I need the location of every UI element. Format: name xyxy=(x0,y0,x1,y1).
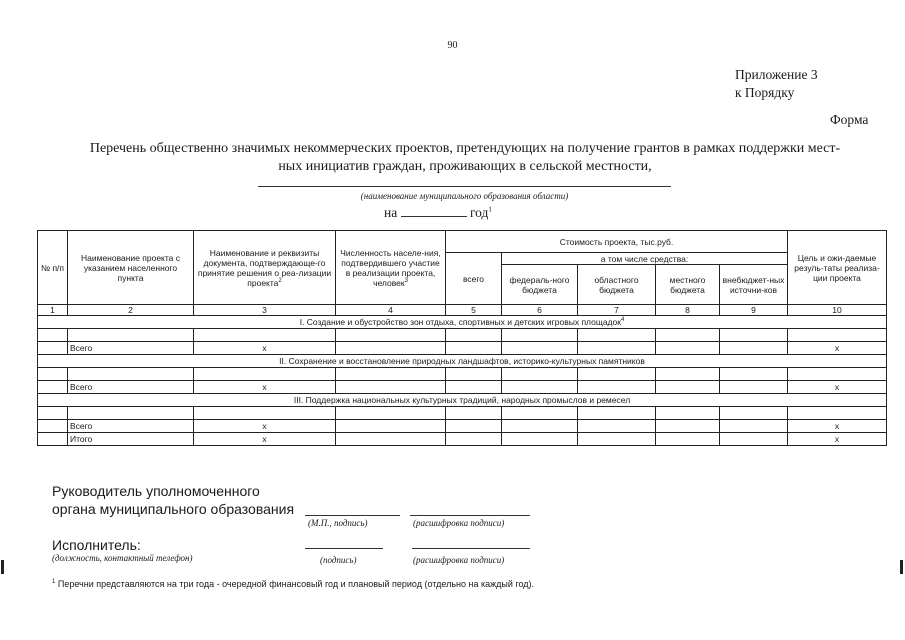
head-line-1: Руководитель уполномоченного xyxy=(52,483,260,499)
head-signature-label xyxy=(52,482,294,518)
table-row xyxy=(38,329,887,342)
title-line-1: Перечень общественно значимых некоммерческих проектов, претендующих на получение грантов в рамках поддержки мест- xyxy=(89,141,841,156)
document-title xyxy=(55,140,875,176)
table-row xyxy=(38,368,887,381)
header-documents xyxy=(194,231,336,305)
municipality-name-line xyxy=(258,186,671,187)
header-project-name: Наименование проекта с указанием населенного пункта xyxy=(68,231,194,305)
subtotal-label: Всего xyxy=(68,420,194,433)
section-heading xyxy=(38,316,887,329)
col-number: 8 xyxy=(656,305,720,316)
col-number: 4 xyxy=(336,305,446,316)
year-line xyxy=(384,204,544,221)
header-cost: Стоимость проекта, тыс.руб. xyxy=(446,231,788,253)
executor-sign-line xyxy=(305,548,383,549)
col-number: 2 xyxy=(68,305,194,316)
subtotal-label: Всего xyxy=(68,381,194,394)
x-mark: х xyxy=(788,433,887,446)
section-1-text: I. Создание и обустройство зон отдыха, спортивных и детских игровых площадок xyxy=(299,317,621,327)
header-population-fn: 3 xyxy=(404,277,408,284)
col-number: 3 xyxy=(194,305,336,316)
header-population-text: Численность населе-ния, подтвердившего участие в реализации проекта, человек xyxy=(340,247,441,288)
decode-caption: (расшифровка подписи) xyxy=(413,518,505,528)
municipality-caption: (наименование муниципального образования области) xyxy=(360,191,569,201)
appendix-line-2: к Порядку xyxy=(735,85,795,100)
section-heading: II. Сохранение и восстановление природных ландшафтов, историко-культурных памятников xyxy=(38,355,887,368)
grand-total-row xyxy=(38,433,887,446)
subtotal-row xyxy=(38,381,887,394)
col-number: 10 xyxy=(788,305,887,316)
header-documents-fn: 2 xyxy=(278,277,282,284)
col-number: 5 xyxy=(446,305,502,316)
year-prefix: на xyxy=(384,205,398,220)
section-1-fn: 4 xyxy=(620,317,625,324)
col-number: 1 xyxy=(38,305,68,316)
year-footnote-mark: 1 xyxy=(488,205,492,214)
header-total: всего xyxy=(446,253,502,305)
header-goal: Цель и ожи-даемые резуль-таты реализа-ции проекта xyxy=(788,231,887,305)
head-line-2: органа муниципального образования xyxy=(52,501,295,517)
subtotal-row xyxy=(38,420,887,433)
scan-edge-mark-left xyxy=(1,560,4,574)
header-documents-text: Наименование и реквизиты документа, подтверждающе-го принятие решения о реа-лизации проекта xyxy=(197,247,332,288)
col-number: 9 xyxy=(720,305,788,316)
title-line-2: ных инициатив граждан, проживающих в сельской местности, xyxy=(278,159,652,174)
col-number: 6 xyxy=(502,305,578,316)
page-number: 90 xyxy=(447,40,458,51)
executor-label: Исполнитель: xyxy=(52,537,141,553)
appendix-reference xyxy=(735,66,818,102)
projects-table xyxy=(37,230,887,446)
section-heading: III. Поддержка национальных культурных традиций, народных промыслов и ремесел xyxy=(38,394,887,407)
x-mark: х xyxy=(194,420,336,433)
executor-decode-line xyxy=(412,548,530,549)
x-mark: х xyxy=(194,381,336,394)
appendix-line-1: Приложение 3 xyxy=(735,67,818,82)
x-mark: х xyxy=(194,433,336,446)
header-num: № п/п xyxy=(38,231,68,305)
year-suffix: год xyxy=(469,205,489,220)
table-row xyxy=(38,407,887,420)
position-caption: (должность, контактный телефон) xyxy=(52,553,193,563)
footnote xyxy=(52,579,534,589)
footnote-mark: 1 xyxy=(52,579,56,585)
header-federal: федераль-ного бюджета xyxy=(502,265,578,305)
subtotal-label: Всего xyxy=(68,342,194,355)
footnote-text: Перечни представляются на три года - очередной финансовый год и плановый период (отдельно на каждый год). xyxy=(57,579,535,589)
x-mark: х xyxy=(788,420,887,433)
header-extrabudget: внебюджет-ных источни-ков xyxy=(720,265,788,305)
header-regional: областного бюджета xyxy=(578,265,656,305)
year-blank xyxy=(401,204,467,217)
mp-caption: (М.П., подпись) xyxy=(308,518,368,528)
header-local: местного бюджета xyxy=(656,265,720,305)
signature-line xyxy=(305,515,400,516)
sign-caption: (подпись) xyxy=(320,555,357,565)
signature-decode-line xyxy=(410,515,530,516)
header-population xyxy=(336,231,446,305)
scan-edge-mark-right xyxy=(900,560,903,574)
subtotal-row xyxy=(38,342,887,355)
x-mark: х xyxy=(788,342,887,355)
x-mark: х xyxy=(194,342,336,355)
form-label: Форма xyxy=(830,112,869,127)
col-number: 7 xyxy=(578,305,656,316)
header-including: а том числе средства: xyxy=(502,253,788,265)
x-mark: х xyxy=(788,381,887,394)
decode-caption-2: (расшифровка подписи) xyxy=(413,555,505,565)
grand-total-label: Итого xyxy=(68,433,194,446)
